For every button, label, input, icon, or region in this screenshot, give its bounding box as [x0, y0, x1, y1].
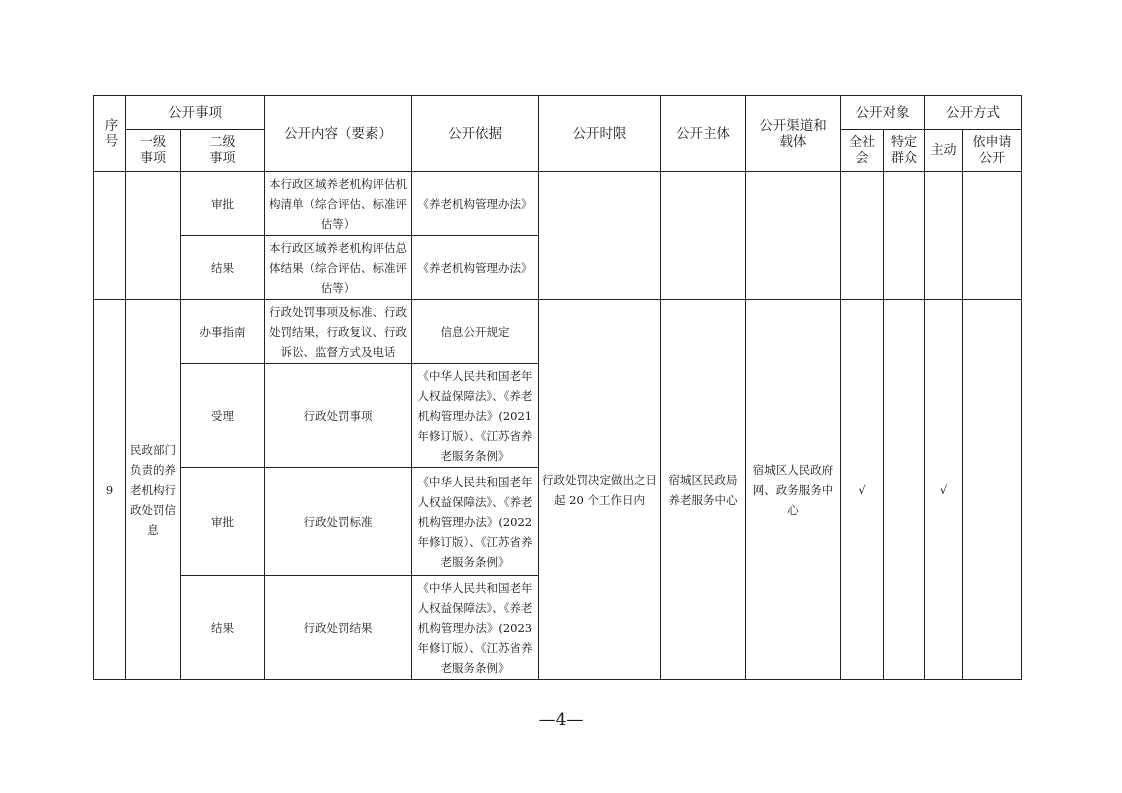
header-item-group: 公开事项: [126, 96, 265, 130]
cell-method-request-empty: [963, 300, 1022, 680]
header-audience-specific: 特定群众: [884, 130, 925, 172]
cell-content: 行政处罚结果: [265, 576, 412, 680]
header-method-active: 主动: [925, 130, 963, 172]
cell-content: 行政处罚事项: [265, 364, 412, 468]
table-row: [94, 300, 1022, 364]
cell-level2: 结果: [181, 236, 265, 300]
cell-content: 行政处罚标准: [265, 468, 412, 576]
cell-basis: 《中华人民共和国老年人权益保障法》、《养老机构管理办法》(2021 年修订版）、《江苏省养老服务条例》: [412, 364, 539, 468]
cell-basis: 《养老机构管理办法》: [412, 236, 539, 300]
table-row: [94, 172, 1022, 236]
header-method-group: 公开方式: [925, 96, 1022, 130]
cell-audience-specific-empty: [884, 300, 925, 680]
cell-level2: 结果: [181, 576, 265, 680]
page-number: —4—: [538, 710, 584, 730]
cell-level1: 民政部门负责的养老机构行政处罚信息: [126, 300, 181, 680]
header-level2: 二级事项: [181, 130, 265, 172]
cell-basis: 《中华人民共和国老年人权益保障法》、《养老机构管理办法》(2023 年修订版）、《江苏省养老服务条例》: [412, 576, 539, 680]
cell-channel: 宿城区人民政府网、政务服务中心: [746, 300, 841, 680]
cell-channel-empty: [746, 172, 841, 300]
cell-time-limit-empty: [539, 172, 661, 300]
header-time-limit: 公开时限: [539, 96, 661, 172]
header-channel: 公开渠道和载体: [746, 96, 841, 172]
cell-content: 本行政区域养老机构评估总体结果（综合评估、标准评估等）: [265, 236, 412, 300]
cell-audience-all-empty: [841, 172, 884, 300]
header-seq: 序号: [94, 96, 126, 172]
cell-level2: 办事指南: [181, 300, 265, 364]
cell-level1-empty: [126, 172, 181, 300]
cell-method-active: √: [925, 300, 963, 680]
cell-level2: 审批: [181, 468, 265, 576]
header-subject: 公开主体: [661, 96, 746, 172]
cell-basis: 《养老机构管理办法》: [412, 172, 539, 236]
cell-audience-all: √: [841, 300, 884, 680]
cell-time-limit: 行政处罚决定做出之日起 20 个工作日内: [539, 300, 661, 680]
cell-basis: 《中华人民共和国老年人权益保障法》、《养老机构管理办法》(2022 年修订版）、《江苏省养老服务条例》: [412, 468, 539, 576]
header-row-1: [94, 96, 1022, 130]
cell-subject-empty: [661, 172, 746, 300]
header-basis: 公开依据: [412, 96, 539, 172]
header-audience-all: 全社会: [841, 130, 884, 172]
cell-level2: 审批: [181, 172, 265, 236]
header-audience-group: 公开对象: [841, 96, 925, 130]
header-method-request: 依申请公开: [963, 130, 1022, 172]
header-content: 公开内容（要素）: [265, 96, 412, 172]
cell-basis: 信息公开规定: [412, 300, 539, 364]
cell-content: 本行政区域养老机构评估机构清单（综合评估、标准评估等）: [265, 172, 412, 236]
cell-seq: 9: [94, 300, 126, 680]
cell-level2: 受理: [181, 364, 265, 468]
cell-audience-specific-empty: [884, 172, 925, 300]
disclosure-table: [93, 95, 1022, 680]
cell-subject: 宿城区民政局养老服务中心: [661, 300, 746, 680]
cell-method-request-empty: [963, 172, 1022, 300]
cell-seq-empty: [94, 172, 126, 300]
cell-content: 行政处罚事项及标准、行政处罚结果，行政复议、行政诉讼、监督方式及电话: [265, 300, 412, 364]
cell-method-active-empty: [925, 172, 963, 300]
header-level1: 一级事项: [126, 130, 181, 172]
